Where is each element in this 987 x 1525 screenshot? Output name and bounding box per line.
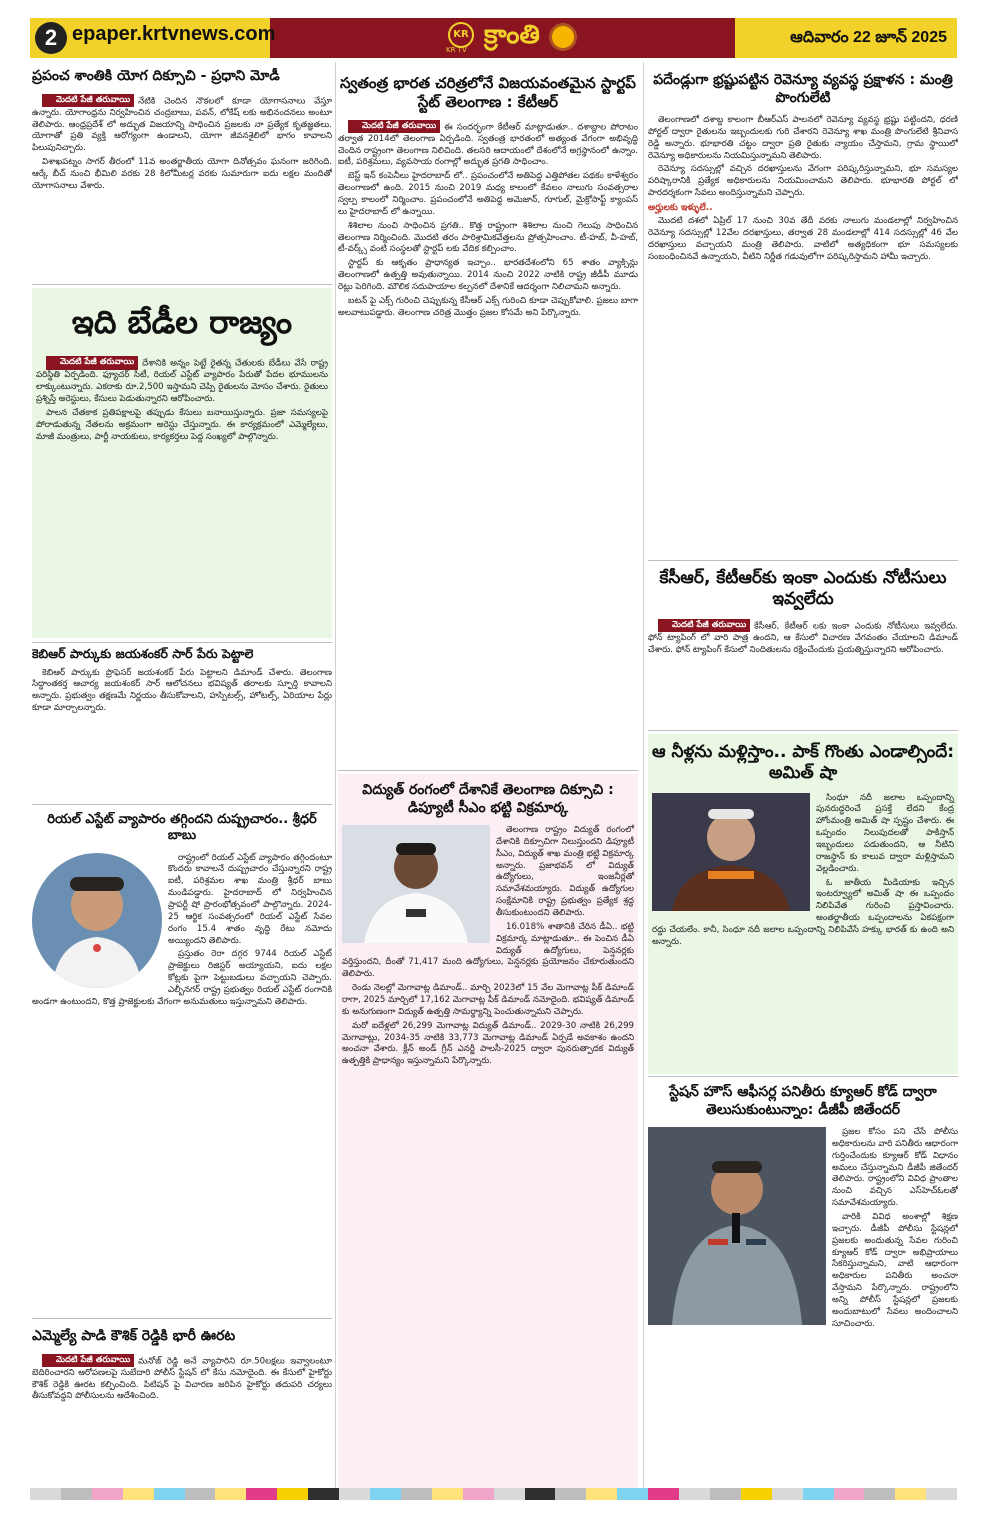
article-headline: కెబిఆర్ పార్కుకు జయశంకర్ సార్ పేరు పెట్టాలె xyxy=(32,646,254,661)
logo-title: క్రాంతి xyxy=(484,20,540,50)
article-amit-shah xyxy=(648,734,958,1074)
color-swatch xyxy=(586,1488,617,1500)
color-swatch xyxy=(339,1488,370,1500)
article-body: మెదటి పేజీ తరువాయి మనోజ్ రెడ్డి అనే వ్యాపారిని రూ.50లక్షలు ఇవ్వాలంటూ బెదిరించారని ఆరోపణలపై సుబేదారి పోలీస్ స్టేషన్ లో కేసు నమోదైంది. ఈ కేసులో హైకోర్టు కౌశిక్ రెడ్డికి ఊరట కల్పించింది. పిటిషన్ పై విచారణ జరిపిన హైకోర్టు తదుపరి చర్యలు తీసుకోవద్దని పోలీసులను ఆదేశించింది. xyxy=(32,1354,332,1402)
color-swatch xyxy=(864,1488,895,1500)
bhatti-vikramarka-photo xyxy=(342,825,490,943)
column-divider xyxy=(335,62,336,1495)
color-swatch xyxy=(308,1488,339,1500)
amit-shah-photo xyxy=(652,793,810,911)
sun-icon xyxy=(552,26,574,48)
divider xyxy=(32,1318,332,1319)
color-swatch xyxy=(926,1488,957,1500)
color-swatch xyxy=(92,1488,123,1500)
divider xyxy=(648,730,958,731)
article-startup xyxy=(338,68,638,768)
column-right xyxy=(648,62,958,1495)
article-headline: విద్యుత్ రంగంలో దేశానికే తెలంగాణ దిక్సూచి : డిప్యూటీ సీఎం భట్టి విక్రమార్క xyxy=(362,782,614,816)
masthead xyxy=(0,0,987,60)
color-swatch xyxy=(494,1488,525,1500)
color-swatch xyxy=(834,1488,865,1500)
divider xyxy=(648,1076,958,1077)
portrait-image xyxy=(648,1127,826,1325)
article-padi-kaushik xyxy=(32,1328,332,1488)
color-swatch xyxy=(215,1488,246,1500)
article-headline: ఇది బేడీల రాజ్యం xyxy=(71,303,293,341)
color-swatch xyxy=(525,1488,556,1500)
divider xyxy=(32,642,332,643)
article-body: సింధూ నదీ జలాల ఒప్పందాన్ని పునరుద్ధరించే ప్రసక్తే లేదని కేంద్ర హోంమంత్రి అమిత్ షా స్పష్టం చేశారు. ఈ ఒప్పందం నిలుపుదలతో పాకిస్తాన్ ఇబ్బందులు పడుతుందని, ఆ నీటిని రాజస్థాన్ కు కాలువ ద్వారా మళ్లిస్తామని వెల్లడించారు. ఓ జాతీయ మీడియాకు ఇచ్చిన ఇంటర్వ్యూలో అమిత్ షా ఈ ఒప్పందం నిలిపివేత గురించి ప్రస్తావించారు. అంతర్జాతీయ ఒప్పందాలను ఏకపక్షంగా రద్దు చేయలేం. కానీ, సింధూ నదీ జలాల ఒప్పందాన్ని నిలిపివేసే హక్కు భారత్ కు ఉంది అని అన్నారు. xyxy=(652,792,954,947)
color-swatch xyxy=(277,1488,308,1500)
page-number: 2 xyxy=(35,22,67,54)
article-headline: స్టేషన్ హౌస్ ఆఫీసర్ల పనితీరు క్యూఆర్ కోడ్ ద్వారా తెలుసుకుంటున్నాం: డీజీపీ జితేందర్ xyxy=(669,1084,937,1118)
continued-label: మెదటి పేజీ తరువాయి xyxy=(658,619,750,633)
color-swatch xyxy=(432,1488,463,1500)
article-body: తెలంగాణలో దశాబ్ద కాలంగా బీఆర్ఎస్ పాలనలో రెవెన్యూ వ్యవస్థ భ్రష్టు పట్టిందని, ధరణి పోర్టల్ ద్వారా రైతులను ఇబ్బందులకు గురి చేశారని రెవెన్యూ శాఖ మంత్రి పొంగులేటి శ్రీనివాస రెడ్డి అన్నారు. భూభారతి చట్టం ద్వారా ప్రతి రైతుకు న్యాయం చేస్తామని, గ్రామ స్థాయిలో రెవెన్యూ అధికారులను నియమిస్తున్నామని తెలిపారు. రెవెన్యూ సదస్సుల్లో వచ్చిన దరఖాస్తులను వేగంగా పరిష్కరిస్తున్నామని, భూ సమస్యల పరిష్కారానికి ప్రత్యేక అధికారులను నియమించామని తెలిపారు. భూభారతి పోర్టల్ లో పారదర్శకంగా సేవలు అందిస్తున్నామని చెప్పారు. అర్హులకు ఇళ్ళులే.. మొదటి దశలో ఏప్రిల్ 17 నుంచి 30వ తేదీ వరకు నాలుగు మండలాల్లో నిర్వహించిన రెవెన్యూ సదస్సుల్లో 12వేల దరఖాస్తులు, తర్వాత 28 మండలాల్లో 414 సదస్సుల్లో 46 వేల దరఖాస్తులు వచ్చాయని మంత్రి తెలిపారు. వాటిలో అత్యధికంగా భూ సమస్యలకు సంబంధించినవే ఉన్నాయని, వీటిని నిర్ణీత గడువులోగా పరిష్కరిస్తామని హామీ ఇచ్చారు. xyxy=(648,115,958,262)
color-swatch xyxy=(123,1488,154,1500)
color-swatch xyxy=(895,1488,926,1500)
article-headline: స్వతంత్ర భారత చరిత్రలోనే విజయవంతమైన స్టార్టప్ స్టేట్ తెలంగాణ : కేటీఆర్ xyxy=(340,74,636,111)
article-revenue xyxy=(648,68,958,558)
column-divider xyxy=(643,62,644,1495)
article-kbr-park xyxy=(32,646,332,800)
continued-label: మెదటి పేజీ తరువాయి xyxy=(42,1354,134,1368)
column-middle xyxy=(338,62,638,1495)
divider xyxy=(32,284,332,285)
article-body: మెదటి పేజీ తరువాయి కేసీఆర్, కేటీఆర్ లకు ఇంకా ఎందుకు నోటీసులు ఇవ్వలేదు. ఫోన్ ట్యాపింగ్ లో వారి పాత్ర ఉందని, ఆ కేసులో విచారణ వేగవంతం చేయాలని డిమాండ్ చేశారు. ఫోన్ ట్యాపింగ్ కేసులో నిందితులను రక్షించేందుకు ప్రయత్నిస్తున్నారని ఆరోపించారు. xyxy=(648,619,958,655)
color-swatch xyxy=(61,1488,92,1500)
color-swatch xyxy=(555,1488,586,1500)
article-headline: రియల్ ఎస్టేట్ వ్యాపారం తగ్గిందని దుష్ప్రచారం.. శ్రీధర్ బాబు xyxy=(47,812,317,844)
divider xyxy=(32,804,332,805)
color-swatch xyxy=(185,1488,216,1500)
color-swatch xyxy=(370,1488,401,1500)
article-headline: పదేండ్లుగా భ్రష్టుపట్టిన రెవెన్యూ వ్యవస్థ ప్రక్షాళన : మంత్రి పొంగులేటి xyxy=(653,72,953,106)
color-swatch xyxy=(617,1488,648,1500)
color-swatch xyxy=(741,1488,772,1500)
article-subhead: అర్హులకు ఇళ్ళులే.. xyxy=(648,203,713,214)
dgp-jitender-photo xyxy=(648,1127,826,1325)
issue-date: ఆదివారం 22 జూన్ 2025 xyxy=(790,29,947,46)
article-body: మెదటి పేజీ తరువాయి నేటికి చెందిన నౌకలలో కూడా యోగాసనాలు వేస్తూ ఉన్నారు. యోగాంధ్రను నిర్వహించిన చంద్రబాబు, పవన్, లోకేష్ లకు అభినందనలు అంటూ తెలిపారు. ఆంధ్రప్రదేశ్ లో అద్భుత విజయాన్ని సాధించిన ప్రజలకు నా ప్రత్యేక కృతజ్ఞతలు. యోగాతో ప్రతి వ్యక్తి ఆరోగ్యంగా ఉండాలని, యోగా జీవనశైలిలో భాగం కావాలని పిలుపునిచ్చారు. విశాఖపట్నం సాగర్ తీరంలో 11వ అంతర్జాతీయ యోగా దినోత్సవం ఘనంగా జరిగింది. ఆర్కే బీచ్ నుంచి భీమిలి వరకు 28 కిలోమీటర్ల వరకు సుమారుగా ఐదు లక్షల మందితో యోగాసనాలు వేశారు. xyxy=(32,94,332,191)
article-yoga xyxy=(32,68,332,282)
article-headline: కేసీఆర్, కేటీఆర్‌కు ఇంకా ఎందుకు నోటీసులు ఇవ్వలేదు xyxy=(659,568,947,610)
color-swatch xyxy=(679,1488,710,1500)
article-headline: ఆ నీళ్లను మళ్లిస్తాం.. పాక్ గొంతు ఎండాల్సిందే: అమిత్ షా xyxy=(652,742,954,784)
print-color-bar xyxy=(30,1488,957,1500)
article-body: తెలంగాణ రాష్ట్రం విద్యుత్ రంగంలో దేశానికి దిక్సూచిగా నిలుస్తుందని డిప్యూటీ సీఎం, విద్యుత్ శాఖ మంత్రి భట్టి విక్రమార్క అన్నారు. ప్రజాభవన్ లో విద్యుత్ ఉద్యోగులు, ఇంజనీర్లతో సమావేశమయ్యారు. విద్యుత్ ఉద్యోగుల సంక్షేమానికి రాష్ట్ర ప్రభుత్వం ప్రత్యేక శ్రద్ధ తీసుకుంటుందని తెలిపారు. 16.018% శాతానికి చేరిన డీఏ.. భట్టి విక్రమార్క మాట్లాడుతూ.. ఈ పెంచిన డీఏ విద్యుత్ ఉద్యోగులు, పెన్షనర్లకు వర్తిస్తుందని, దీంతో 71,417 మంది ఉద్యోగులు, పెన్షనర్లకు ప్రయోజనం చేకూరుతుందని తెలిపారు. రెండు నెలల్లో మెగావాట్ల డిమాండ్.. మార్చి 2023లో 15 వేల మెగావాట్ల పీక్ డిమాండ్ రాగా, 2025 మార్చిలో 17,162 మెగావాట్ల పీక్ డిమాండ్ నమోదైంది. భవిష్యత్ డిమాండ్ కు అనుగుణంగా విద్యుత్ ఉత్పత్తి సామర్థ్యాన్ని పెంచుతున్నామని చెప్పారు. మరో ఐదేళ్లలో 26,299 మెగావాట్ల విద్యుత్ డిమాండ్.. 2029-30 నాటికి 26,299 మెగావాట్లు, 2034-35 నాటికి 33,773 మెగావాట్ల డిమాండ్ ఏర్పడే అవకాశం ఉందని అంచనా వేశారు. క్లీన్ అండ్ గ్రీన్ ఎనర్జీ పాలసీ-2025 ద్వారా పునరుత్పాదక విద్యుత్ ఉత్పత్తికి ప్రాధాన్యం ఇస్తున్నామని పేర్కొన్నారు. xyxy=(342,825,634,1067)
article-bedila xyxy=(32,288,332,638)
portrait-image xyxy=(32,853,162,988)
portrait-image xyxy=(652,793,810,911)
color-swatch xyxy=(710,1488,741,1500)
article-body: మెదటి పేజీ తరువాయి దేశానికి అన్నం పెట్టే రైతన్న చేతులకు బేడీలు వేసే రాష్ట్ర పరిస్థితి ఏర్పడింది. ఫ్యూచర్ సిటీ, రియల్ ఎస్టేట్ వ్యాపారం పేరుతో పేదల భూములను లాక్కుంటున్నారు. ఎకరాకు రూ.2,500 ఇస్తామని చెప్పి రైతులను మోసం చేశారు. రైతులు ప్రశ్నిస్తే అరెస్టులు, కేసులు పెడుతున్నారని ఆరోపించారు. పాలన చేతకాక ప్రతిపక్షాలపై తప్పుడు కేసులు బనాయిస్తున్నారు. ప్రజా సమస్యలపై పోరాడుతున్న నేతలను అక్రమంగా అరెస్టు చేస్తున్నారు. ఈ కార్యక్రమంలో ఎమ్మెల్యేలు, మాజీ మంత్రులు, పార్టీ నాయకులు, కార్యకర్తలు పెద్ద సంఖ్యలో పాల్గొన్నారు. xyxy=(36,357,328,442)
divider xyxy=(648,560,958,561)
color-swatch xyxy=(30,1488,61,1500)
continued-label: మెదటి పేజీ తరువాయి xyxy=(348,120,440,134)
article-real-estate xyxy=(32,812,332,1312)
color-swatch xyxy=(648,1488,679,1500)
continued-label: మెదటి పేజీ తరువాయి xyxy=(46,356,138,370)
column-left xyxy=(32,62,332,1495)
newspaper-logo xyxy=(440,20,590,56)
color-swatch xyxy=(772,1488,803,1500)
kr-badge-icon: KR xyxy=(448,22,474,48)
sridhar-babu-photo xyxy=(32,853,162,988)
article-headline: ఎమ్మెల్యే పాడి కౌశిక్ రెడ్డికి భారీ ఊరట xyxy=(32,1328,236,1344)
article-kcr-notice xyxy=(648,564,958,728)
article-body: కెబిఆర్ పార్కుకు ప్రొఫెసర్ జయశంకర్ పేరు పెట్టాలని డిమాండ్ చేశారు. తెలంగాణ సిద్ధాంతకర్త ఆచార్య జయశంకర్ సార్ ఆలోచనలు భవిష్యత్ తరాలకు స్ఫూర్తి కావాలని అన్నారు. ప్రభుత్వం తక్షణమే నిర్ణయం తీసుకోవాలని, హస్పిటల్స్, హోటల్స్, ఏరియాల పేర్లు కూడా మార్చాలన్నారు. xyxy=(32,667,332,714)
color-swatch xyxy=(154,1488,185,1500)
article-headline: ప్రపంచ శాంతికి యోగ దిక్సూచి - ప్రధాని మోడీ xyxy=(32,68,280,84)
article-vidyut xyxy=(338,774,638,1488)
divider xyxy=(338,770,638,771)
article-body: రాష్ట్రంలో రియల్ ఎస్టేట్ వ్యాపారం తగ్గిందంటూ కొందరు కావాలనే దుష్ప్రచారం చేస్తున్నారని రాష్ట్ర ఐటీ, పరిశ్రమల శాఖ మంత్రి శ్రీధర్ బాబు మండిపడ్డారు. హైదరాబాద్ లో నిర్వహించిన ప్రాపర్టీ షో ప్రారంభోత్సవంలో పాల్గొన్నారు. 2024-25 ఆర్థిక సంవత్సరంలో రియల్ ఎస్టేట్ సేవల రంగం 15.4 శాతం వృద్ధి రేటు నమోదు అయ్యిందని తెలిపారు. ప్రస్తుతం రెరా దగ్గర 9744 రియల్ ఎస్టేట్ ప్రాజెక్టులు రిజిస్టర్ అయ్యాయని, ఐదు లక్షల కోట్లకు పైగా పెట్టుబడులు వచ్చాయని చెప్పారు. ఎల్బీనగర్ రాష్ట్ర ప్రభుత్వం రియల్ ఎస్టేట్ రంగానికి అండగా ఉంటుందని, కొత్త ప్రాజెక్టులకు వేగంగా అనుమతులు ఇస్తున్నామని తెలిపారు. xyxy=(32,852,332,1007)
site-url-link[interactable]: epaper.krtvnews.com xyxy=(72,23,276,45)
article-body: మెదటి పేజీ తరువాయి ఈ సందర్భంగా కేటీఆర్ మాట్లాడుతూ.. దశాబ్దాల పోరాటం తర్వాత 2014లో తెలంగాణ ఏర్పడింది. స్వతంత్ర భారతంలో అత్యంత వేగంగా అభివృద్ధి చెందిన రాష్ట్రంగా తెలంగాణ నిలిచింది. తలసరి ఆదాయంలో దేశంలోనే అగ్రస్థానంలో ఉన్నాం. ఐటీ, పరిశ్రమలు, వ్యవసాయ రంగాల్లో అద్భుత ప్రగతి సాధించాం. బెస్ట్ ఇన్ కంపెనీలు హైదరాబాద్ లో.. ప్రపంచంలోనే అతిపెద్ద ఎత్తిపోతల పథకం కాళేశ్వరం తెలంగాణలో ఉంది. 2015 నుంచి 2019 మధ్య కాలంలో కేవలం నాలుగు సంవత్సరాల స్వల్ప కాలంలో నిర్మించాం. ప్రపంచంలోనే అతిపెద్ద అమెజాన్, గూగుల్, మైక్రోసాఫ్ట్ క్యాంపస్ లు హైదరాబాద్ లో ఉన్నాయి. శిశిలాల నుంచి సాధించిన ప్రగతి.. కొత్త రాష్ట్రంగా శిశిలాల నుంచి గెలుపు సాధించిన తెలంగాణ నిర్మించింది. మొదటి తరం పారిశ్రామికవేత్తలను ప్రోత్సహించాం. టీ-హబ్, వీ-హబ్, టీ-వర్క్స్ వంటి సంస్థలతో స్టార్టప్ లకు వేదిక కల్పించాం. స్టార్టప్ కు ఆకృతం ప్రాధాన్యత ఇచ్చాం.. భారతదేశంలోని 65 శాతం వ్యాక్సిన్లు తెలంగాణలో ఉత్పత్తి అవుతున్నాయి. 2014 నుంచి 2022 నాటికి రాష్ట్ర జీడీపీ మూడు రెట్లు పెరిగింది. మౌలిక సదుపాయాల కల్పనలో దేశానికే ఆదర్శంగా నిలిచామని అన్నారు. బటన్ పై ఎక్స్ గురించి చెప్పుకున్న కేసీఆర్ ఎక్స్ గురించి కూడా చెప్పుకోవాలి. ప్రజలు బాగా అలవాటుపడ్డారు. తెలంగాణ చరిత్ర మొత్తం ప్రజల కోసమే అని పేర్కొన్నారు. xyxy=(338,120,638,318)
color-swatch xyxy=(246,1488,277,1500)
continued-label: మెదటి పేజీ తరువాయి xyxy=(42,94,134,108)
article-qr-code xyxy=(648,1080,958,1488)
logo-badge-caption: KR TV xyxy=(446,46,467,54)
color-swatch xyxy=(401,1488,432,1500)
color-swatch xyxy=(803,1488,834,1500)
color-swatch xyxy=(463,1488,494,1500)
portrait-image xyxy=(342,825,490,943)
article-body: ప్రజల కోసం పని చేసే పోలీసు అధికారులను వారి పనితీరు ఆధారంగా గుర్తించేందుకు క్యూఆర్ కోడ్ విధానం అమలు చేస్తున్నామని డీజీపీ జితేందర్ తెలిపారు. రాష్ట్రంలోని వివిధ ప్రాంతాల నుంచి వచ్చిన ఎస్‌హెచ్‌ఓలతో సమావేశమయ్యారు. వారికి వివిధ అంశాల్లో శిక్షణ ఇచ్చారు. డీజీపీ పోలీసు స్టేషన్లలో ప్రజలకు అందుతున్న సేవల గురించి క్యూఆర్ కోడ్ ద్వారా అభిప్రాయాలు సేకరిస్తున్నామని, వాటి ఆధారంగా అధికారుల పనితీరు అంచనా వేస్తామని పేర్కొన్నారు. రాష్ట్రంలోని అన్ని పోలీస్ స్టేషన్లలో ప్రజలకు అందుబాటులో సేవలు అందించాలని సూచించారు. xyxy=(648,1127,958,1331)
